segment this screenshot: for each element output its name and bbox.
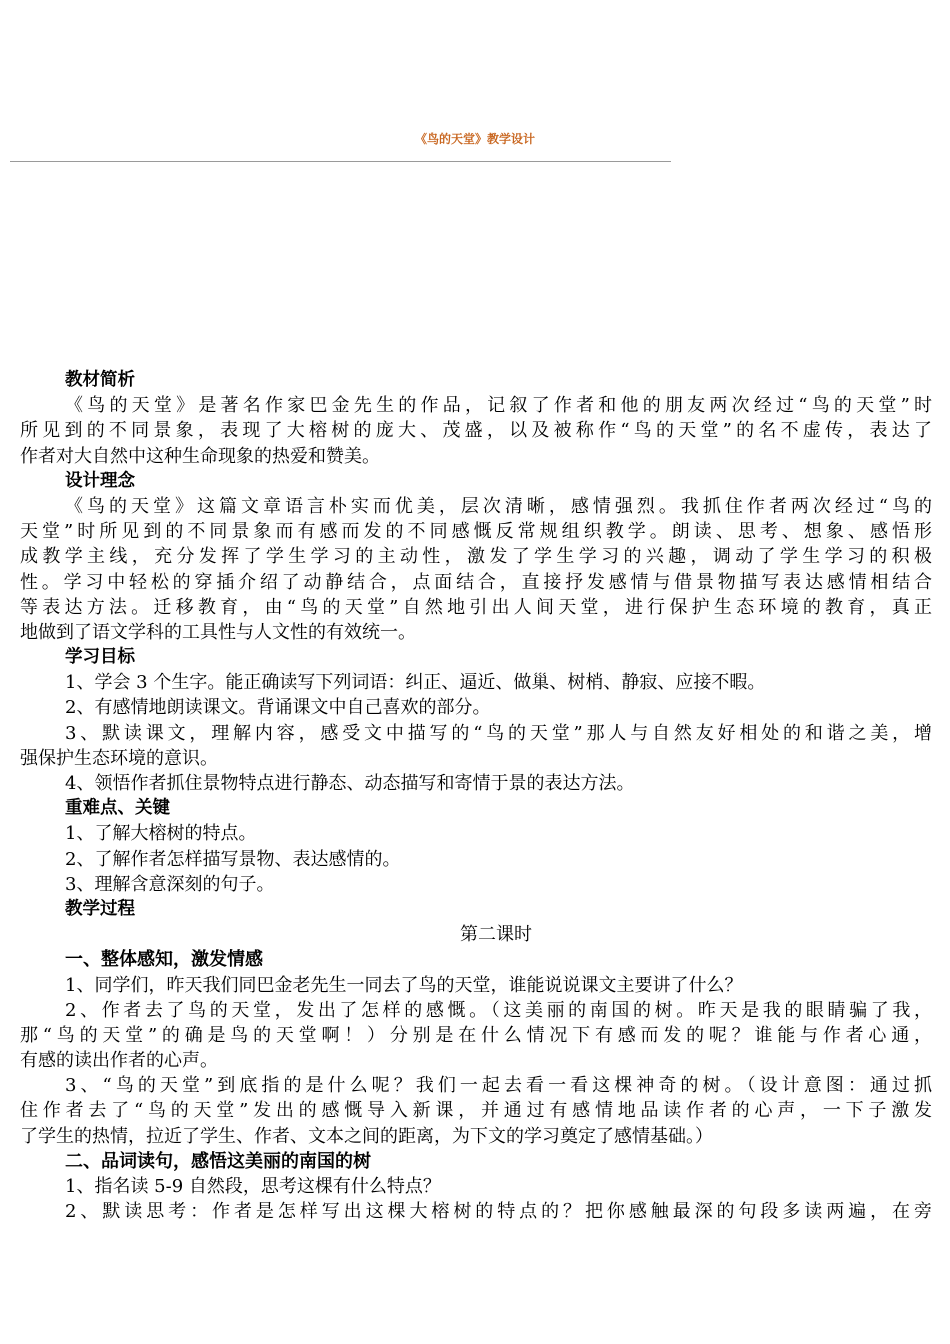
paragraph-line: 天堂”时所见到的不同景象而有感而发的不同感慨反常规组织教学。朗读、思考、想象、感悟形: [20, 521, 932, 543]
list-item: 1、了解大榕树的特点。: [65, 823, 257, 845]
paragraph-line: 《鸟的天堂》是著名作家巴金先生的作品，记叙了作者和他的朋友两次经过“鸟的天堂”时: [65, 395, 932, 417]
paragraph-line: 3、“鸟的天堂”到底指的是什么呢？我们一起去看一看这棵神奇的树。（设计意图：通过抓: [65, 1075, 932, 1097]
paragraph-line: 地做到了语文学科的工具性与人文性的有效统一。: [20, 621, 416, 643]
step-heading: 一、整体感知，激发情感: [65, 949, 263, 971]
header-divider: [10, 161, 671, 162]
paragraph-line: 等表达方法。迁移教育，由“鸟的天堂”自然地引出人间天堂，进行保护生态环境的教育，真正: [20, 596, 932, 618]
list-item: 1、学会 3 个生字。能正确读写下列词语：纠正、逼近、做巢、树梢、静寂、应接不暇。: [65, 672, 766, 694]
step-heading: 二、品词读句，感悟这美丽的南国的树: [65, 1150, 371, 1172]
paragraph-line: 住作者去了“鸟的天堂”发出的感慨导入新课，并通过有感情地品读作者的心声，一下子激发: [20, 1100, 932, 1122]
list-item: 3、理解含意深刻的句子。: [65, 873, 275, 895]
section-heading: 重难点、关键: [65, 798, 170, 819]
paragraph-line: 有感的读出作者的心声。: [20, 1050, 218, 1072]
list-item-continuation: 强保护生态环境的意识。: [20, 747, 218, 769]
list-item: 2、了解作者怎样描写景物、表达感情的。: [65, 848, 401, 870]
paragraph-line: 了学生的热情，拉近了学生、作者、文本之间的距离，为下文的学习奠定了感情基础。）: [20, 1125, 713, 1147]
paragraph-line: 成教学主线，充分发挥了学生学习的主动性，激发了学生学习的兴趣，调动了学生学习的积极: [20, 546, 932, 568]
lesson-period-title: 第二课时: [460, 924, 532, 946]
paragraph-line: 性。学习中轻松的穿插介绍了动静结合，点面结合，直接抒发感情与借景物描写表达感情相结合: [20, 571, 932, 593]
paragraph-line: 作者对大自然中这种生命现象的热爱和赞美。: [20, 445, 380, 467]
section-heading: 学习目标: [65, 647, 135, 668]
paragraph-line: 2、默读思考：作者是怎样写出这棵大榕树的特点的？把你感触最深的句段多读两遍，在旁: [65, 1201, 932, 1223]
section-heading: 教材简析: [65, 370, 135, 390]
section-heading: 教学过程: [65, 898, 135, 919]
paragraph-line: 1、指名读 5-9 自然段，思考这棵有什么特点？: [65, 1176, 441, 1197]
document-body: [20, 368, 932, 1224]
paragraph-line: 2、作者去了鸟的天堂，发出了怎样的感慨。（这美丽的南国的树。昨天是我的眼睛骗了我，: [65, 999, 932, 1021]
section-heading: 设计理念: [65, 470, 135, 491]
paragraph-line: 《鸟的天堂》这篇文章语言朴实而优美，层次清晰，感情强烈。我抓住作者两次经过“鸟的: [65, 495, 932, 517]
list-item: 2、有感情地朗读课文。背诵课文中自己喜欢的部分。: [65, 697, 491, 719]
page-header-title: 《鸟的天堂》教学设计: [414, 132, 535, 146]
paragraph-line: 所见到的不同景象，表现了大榕树的庞大、茂盛，以及被称作“鸟的天堂”的名不虚传，表达了: [20, 420, 932, 442]
paragraph-line: 那“鸟的天堂”的确是鸟的天堂啊！）分别是在什么情况下有感而发的呢？谁能与作者心通，: [20, 1024, 932, 1046]
list-item: 4、领悟作者抓住景物特点进行静态、动态描写和寄情于景的表达方法。: [65, 773, 635, 794]
paragraph-line: 1、同学们，昨天我们同巴金老先生一同去了鸟的天堂，谁能说说课文主要讲了什么？: [65, 974, 743, 996]
list-item: 3、默读课文，理解内容，感受文中描写的“鸟的天堂”那人与自然友好相处的和谐之美，增: [65, 722, 932, 744]
